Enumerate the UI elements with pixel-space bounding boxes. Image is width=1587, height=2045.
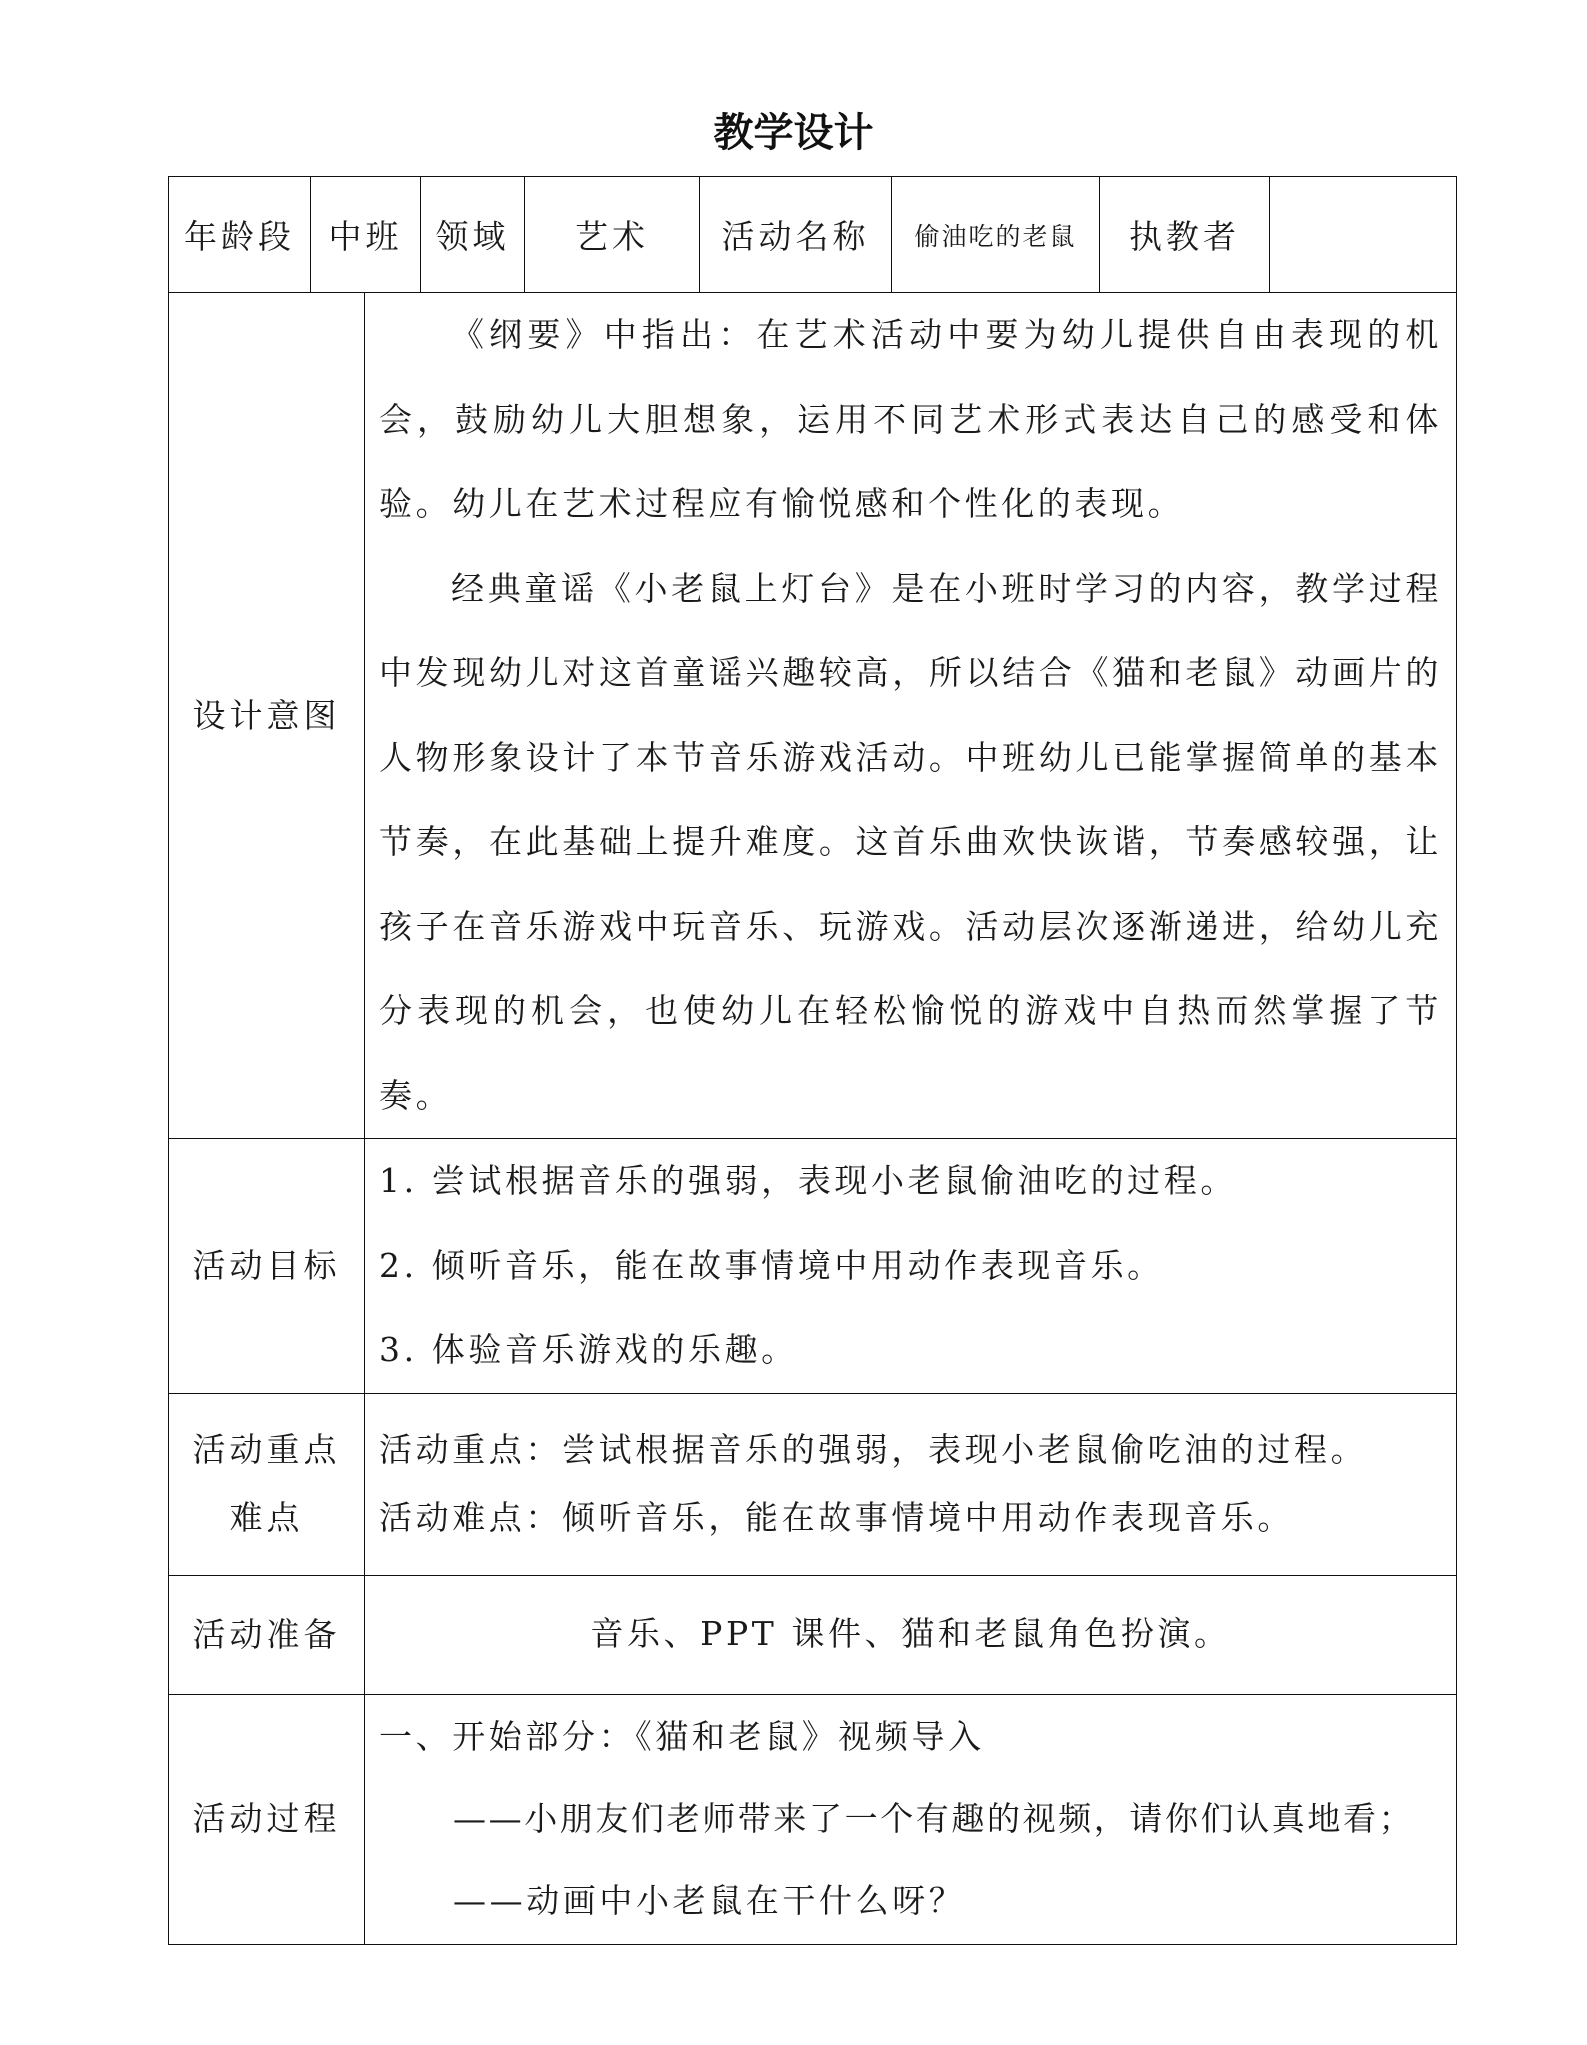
key-points-label-line2: 难点 (229, 1498, 304, 1537)
key-points-row (169, 1393, 1457, 1575)
process-dialogue-line: ——小朋友们老师带来了一个有趣的视频，请你们认真地看； (453, 1799, 1415, 1838)
design-intent-paragraph: 《纲要》中指出：在艺术活动中要为幼儿提供自由表现的机会，鼓励幼儿大胆想象，运用不同艺术形式表达自己的感受和体验。幼儿在艺术过程应有愉悦感和个性化的表现。 (379, 315, 1442, 523)
objective-item: 2. 倾听音乐，能在故事情境中用动作表现音乐。 (379, 1245, 1164, 1285)
key-points-content (365, 1393, 1457, 1575)
process-label: 活动过程 (169, 1694, 365, 1944)
design-intent-content (365, 293, 1457, 1139)
objective-item: 3. 体验音乐游戏的乐趣。 (379, 1330, 798, 1369)
difficulty-text: 活动难点：倾听音乐，能在故事情境中用动作表现音乐。 (379, 1498, 1294, 1537)
design-intent-label: 设计意图 (169, 293, 365, 1139)
process-content (365, 1694, 1457, 1944)
design-intent-paragraph: 经典童谣《小老鼠上灯台》是在小班时学习的内容，教学过程中发现幼儿对这首童谣兴趣较高，所以结合《猫和老鼠》动画片的人物形象设计了本节音乐游戏活动。中班幼儿已能掌握简单的基本节奏，在此基础上提升难度。这首乐曲欢快诙谐，节奏感较强，让孩子在音乐游戏中玩音乐、玩游戏。活动层次逐渐递进，给幼儿充分表现的机会，也使幼儿在轻松愉悦的游戏中自热而然掌握了节奏。 (379, 568, 1442, 1115)
age-label: 年龄段 (169, 177, 311, 293)
process-section-heading: 一、开始部分：《猫和老鼠》视频导入 (379, 1717, 985, 1756)
objective-item: 1. 尝试根据音乐的强弱，表现小老鼠偷油吃的过程。 (379, 1161, 1237, 1200)
activity-name-label: 活动名称 (700, 177, 892, 293)
lesson-plan-table (168, 176, 1457, 1945)
process-row (169, 1694, 1457, 1944)
objectives-content (365, 1139, 1457, 1394)
process-dialogue-line: ——动画中小老鼠在干什么呀？ (453, 1881, 966, 1920)
objectives-label: 活动目标 (169, 1139, 365, 1394)
document-title: 教学设计 (713, 110, 874, 156)
teacher-label: 执教者 (1100, 177, 1270, 293)
teacher-value (1270, 177, 1457, 293)
preparation-label: 活动准备 (169, 1575, 365, 1694)
key-points-label (169, 1393, 365, 1575)
domain-value: 艺术 (525, 177, 700, 293)
domain-label: 领域 (421, 177, 525, 293)
objectives-row (169, 1139, 1457, 1394)
design-intent-row (169, 293, 1457, 1139)
preparation-row (169, 1575, 1457, 1694)
preparation-text: 音乐、PPT 课件、猫和老鼠角色扮演。 (365, 1575, 1457, 1694)
activity-name-value: 偷油吃的老鼠 (892, 177, 1100, 293)
age-value: 中班 (311, 177, 421, 293)
key-point-text: 活动重点：尝试根据音乐的强弱，表现小老鼠偷吃油的过程。 (379, 1430, 1368, 1469)
key-points-label-line1: 活动重点 (192, 1430, 341, 1469)
header-row (169, 177, 1457, 293)
